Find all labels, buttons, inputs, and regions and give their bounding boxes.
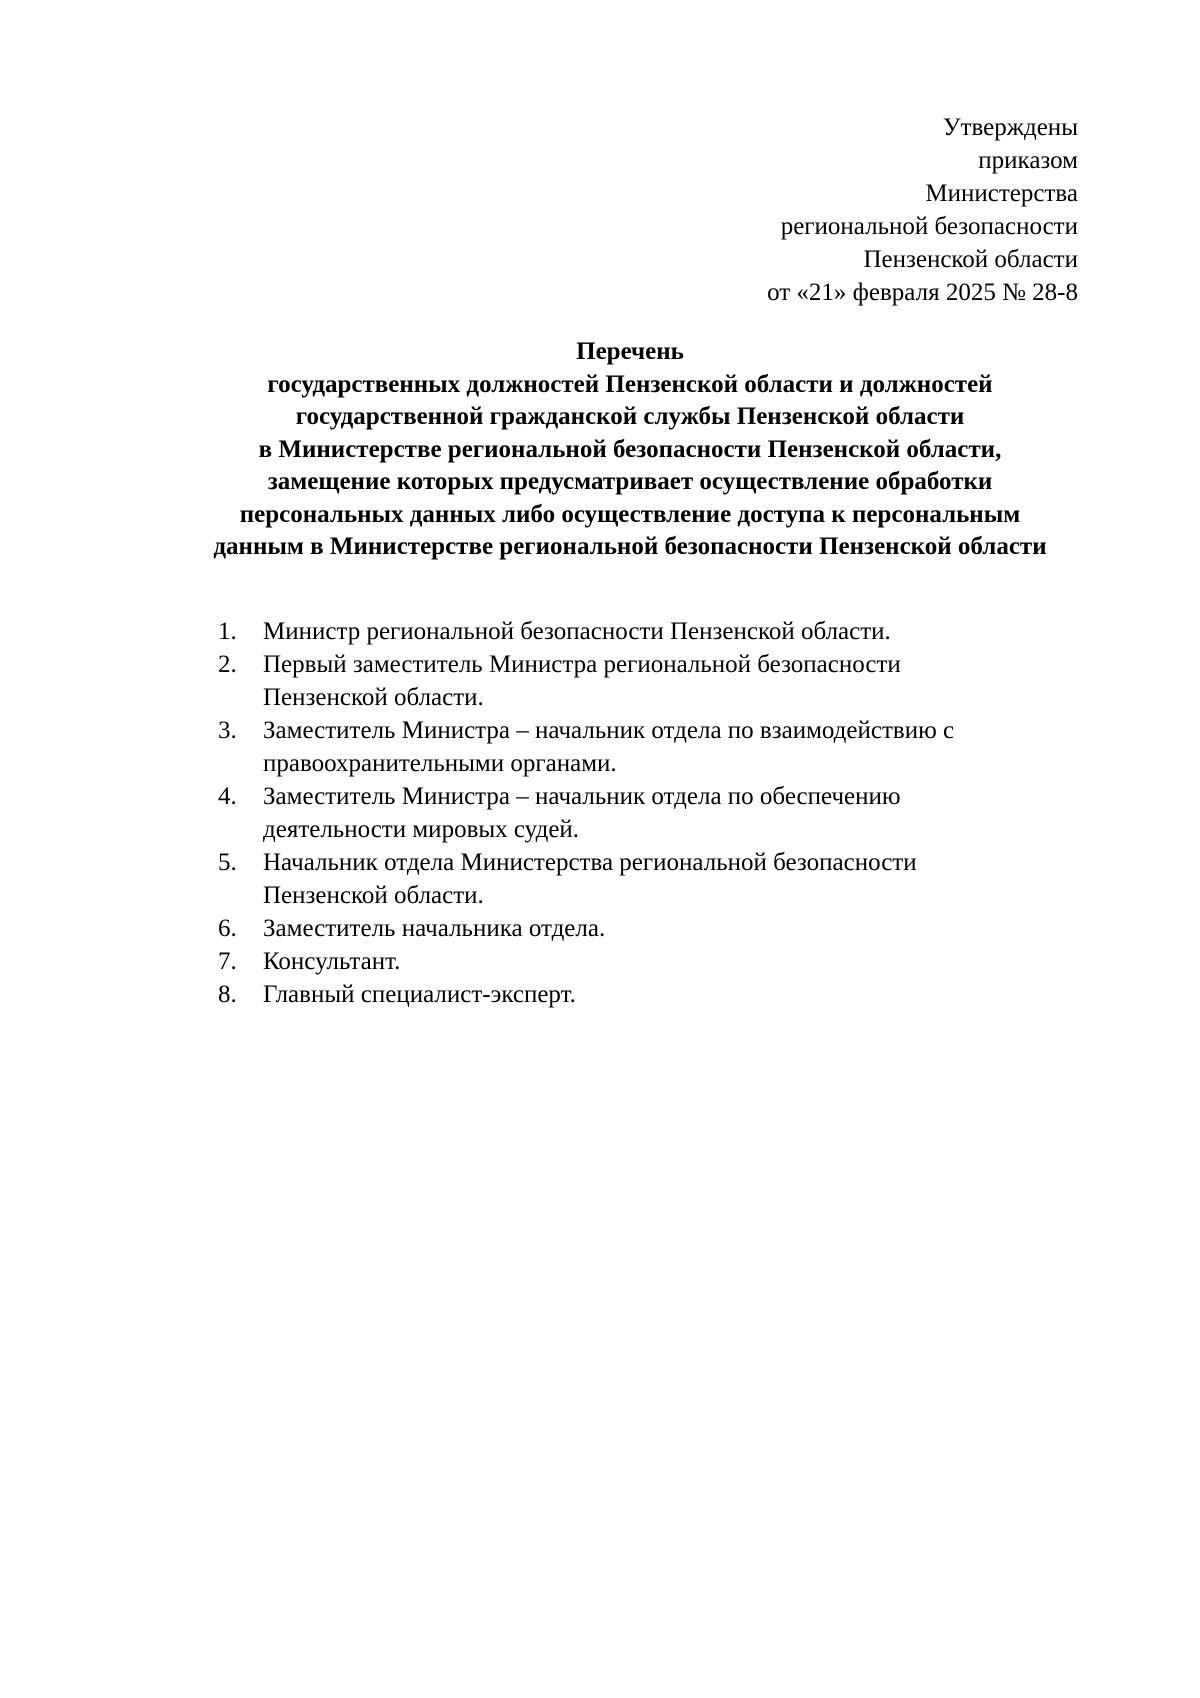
list-item-line: правоохранительными органами. bbox=[263, 750, 617, 777]
list-item bbox=[218, 978, 1118, 1011]
list-item-number: 1. bbox=[218, 618, 237, 645]
list-item-text bbox=[263, 846, 1118, 912]
list-item-text bbox=[263, 780, 1118, 846]
list-item bbox=[218, 780, 1118, 846]
list-item-number: 5. bbox=[218, 849, 237, 876]
list-item-number: 6. bbox=[218, 915, 237, 942]
document-title bbox=[150, 336, 1110, 564]
list-item bbox=[218, 615, 1118, 648]
list-item-text bbox=[263, 912, 1118, 945]
list-item-number: 8. bbox=[218, 981, 237, 1008]
title-line: государственных должностей Пензенской области и должностей bbox=[267, 370, 993, 398]
title-line: в Министерстве региональной безопасности Пензенской области, bbox=[258, 435, 1002, 463]
list-item-line: Начальник отдела Министерства региональной безопасности bbox=[263, 849, 917, 876]
list-item-line: деятельности мировых судей. bbox=[263, 816, 580, 843]
list-item-number: 4. bbox=[218, 783, 237, 810]
list-item-text bbox=[263, 978, 1118, 1011]
approval-line: приказом bbox=[978, 147, 1078, 174]
list-item bbox=[218, 648, 1118, 714]
list-item bbox=[218, 714, 1118, 780]
title-line: государственной гражданской службы Пензенской области bbox=[295, 403, 965, 430]
approval-line: региональной безопасности bbox=[780, 213, 1078, 240]
list-item-line: Пензенской области. bbox=[263, 882, 484, 909]
list-item-text bbox=[263, 615, 1118, 648]
list-item-text bbox=[263, 648, 1118, 714]
list-item-line: Заместитель Министра – начальник отдела по взаимодействию с bbox=[263, 717, 955, 744]
list-item-text bbox=[263, 945, 1118, 978]
list-item bbox=[218, 912, 1118, 945]
approval-stamp bbox=[558, 111, 1078, 309]
list-item-line: Главный специалист-эксперт. bbox=[263, 981, 576, 1008]
list-item-number: 3. bbox=[218, 717, 237, 744]
approval-line: Министерства bbox=[925, 180, 1078, 207]
title-line: Перечень bbox=[576, 338, 684, 365]
positions-list bbox=[218, 615, 1118, 1011]
list-item-line: Министр региональной безопасности Пензенской области. bbox=[263, 618, 891, 645]
title-line: персональных данных либо осуществление доступа к персональным bbox=[239, 500, 1021, 528]
title-line: данным в Министерстве региональной безопасности Пензенской области bbox=[213, 533, 1047, 560]
list-item-line: Заместитель Министра – начальник отдела по обеспечению bbox=[263, 783, 901, 810]
approval-line: Пензенской области bbox=[863, 246, 1078, 273]
list-item-number: 2. bbox=[218, 651, 237, 678]
list-item-line: Консультант. bbox=[263, 948, 401, 975]
approval-date-number: от «21» февраля 2025 № 28-8 bbox=[767, 279, 1078, 306]
list-item-line: Заместитель начальника отдела. bbox=[263, 915, 606, 942]
title-line: замещение которых предусматривает осуществление обработки bbox=[267, 468, 993, 495]
list-item-line: Пензенской области. bbox=[263, 684, 484, 711]
approval-line: Утверждены bbox=[942, 114, 1078, 141]
list-item-number: 7. bbox=[218, 948, 237, 975]
list-item-line: Первый заместитель Министра региональной безопасности bbox=[263, 651, 901, 678]
list-item bbox=[218, 945, 1118, 978]
list-item bbox=[218, 846, 1118, 912]
list-item-text bbox=[263, 714, 1118, 780]
